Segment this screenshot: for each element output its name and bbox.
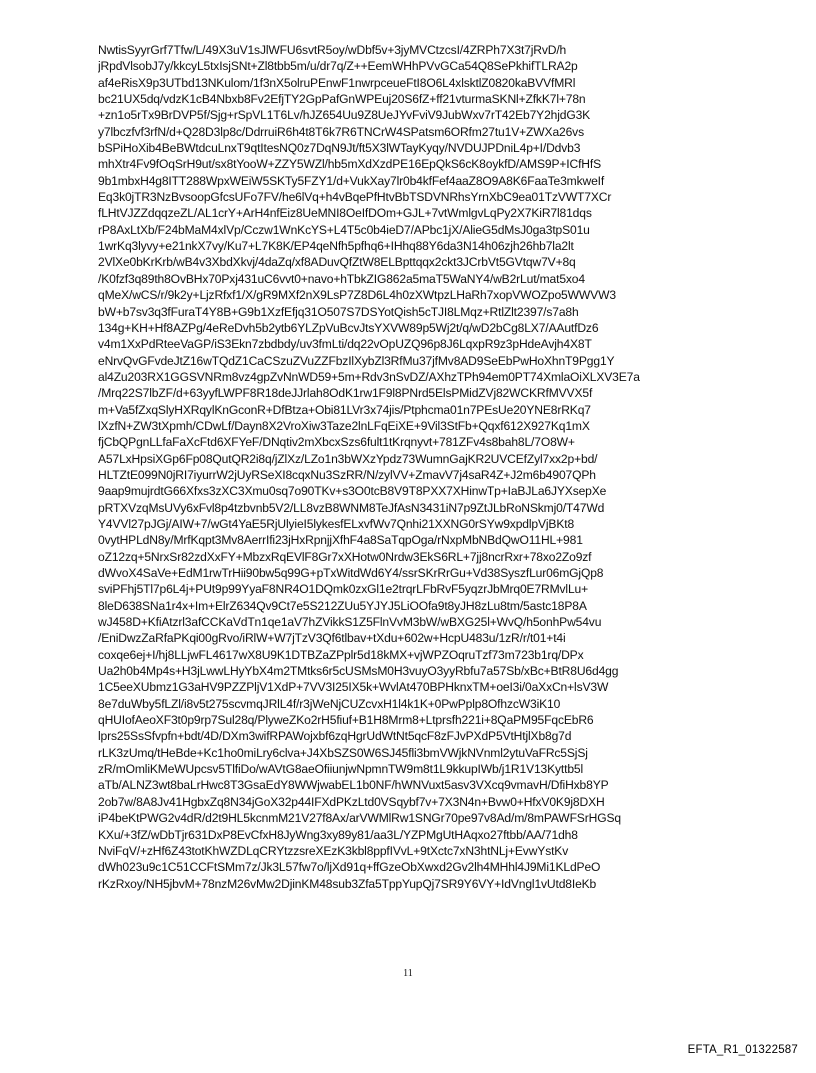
text-line: v4m1XxPdRteeVaGP/iS3Ekn7zbdbdy/uv3fmLti/dq22vOpUZQ96p8J6LqxpR9z3pHdeAvjh4X8T — [98, 337, 592, 352]
text-line: qMeX/wCS/r/9k2y+LjzRfxf1/X/gR9MXf2nX9LsP7Z8D6L4h0zXWtpzLHaRh7xopVWOZpo5WWVW3 — [98, 288, 616, 303]
text-line: eNrvQvGFvdeJtZ16wTQdZ1CaCSzuZVuZZFbzIlXybZl3RfMu37jfMv8AD9SeEbPwHoXhnT9Pgg1Y — [98, 353, 615, 368]
text-line: +zn1o5rTx9BrDVP5f/Sjg+rSpVL1T6Lv/hJZ654Uu9Z8UeJYvFviV9JubWxv7rT42Eb7Y2hjdG3K — [98, 108, 591, 123]
text-line: sviPFhj5Tl7p6L4j+PUt9p99YyaF8NR4O1DQmk0zxGl1e2trqrLFbRvF5yqzrJbMrq0E7RMvlLu+ — [98, 582, 589, 597]
text-line: rLK3zUmq/tHeBde+Kc1ho0miLry6clva+J4XbSZS0W6SJ45fli3bmVWjkNVnml2ytuVaFRc5SjSj — [98, 745, 588, 760]
text-line: lprs25SsSfvpfn+bdt/4D/DXm3wifRPAWojxbf6zqHgrUdWtNt5qcF8zFJvPXdP5VtHtjlXb8g7d — [98, 729, 572, 744]
text-line: /EniDwzZaRfaPKqi00gRvo/iRlW+W7jTzV3Qf6tlbav+tXdu+602w+HcpU483u/1zR/r/t01+t4i — [98, 631, 566, 646]
text-line: 9b1mbxH4g8ITT288WpxWEiW5SKTy5FZY1/d+VukXay7lr0b4kfFef4aaZ8O9A8K6FaaTe3mkweIf — [98, 173, 605, 188]
text-line: 1wrKq3lyvy+e21nkX7vy/Ku7+L7K8K/EP4qeNfh5pfhq6+IHhq88Y6da3N14h06zjh26hb7la2lt — [98, 239, 574, 254]
text-line: wJ458D+KfiAtzrl3afCCKaVdTn1qe1aV7hZVikkS1Z5FlnVvM3bW/wBXG25l+WvQ/h5onhPw54vu — [98, 615, 602, 630]
text-line: oZ12zq+5NrxSr82zdXxFY+MbzxRqEVlF8Gr7xXHotw0Nrdw3EkS6RL+7jj8ncrRxr+78xo2Zo9zf — [98, 549, 592, 564]
text-line: dWh023u9c1C51CCFtSMm7z/Jk3L57fw7o/ljXd91q+ffGzeObXwxd2Gv2lh4MHhl4J9Mi1KLdPeO — [98, 860, 601, 875]
text-line: lXzfN+ZW3tXpmh/CDwLf/Dayn8X2VroXiw3Taze2lnLFqEiXE+9Vil3StFb+Qqxf612X927Kq1mX — [98, 418, 590, 433]
text-line: m+Va5fZxqSlyHXRqylKnGconR+DfBtza+Obi81LVr3x74jis/Ptphcma01n7PEsUe20YNE8rRKq7 — [98, 402, 591, 417]
document-id-stamp: EFTA_R1_01322587 — [687, 1044, 798, 1056]
text-line: Ua2h0b4Mp4s+H3jLwwLHyYbX4m2TMtks6r5cUSMsM0H3vuyO3yyRbfu7a57Sb/xBc+BtR8U6d4gg — [98, 664, 619, 679]
text-line: Eq3k0jTR3NzBvsoopGfcsUFo7FV/he6lVq+h4vBqePfHtvBbTSDVNRhsYrnXbC9ea01TzVWT7XCr — [98, 190, 612, 205]
text-line: bW+b7sv3q3fFuraT4Y8B+G9b1XzfEfjq31O507S7DSYotQish5cTJI8LMqz+RtlZlt2397/s7a8h — [98, 304, 579, 319]
text-line: coxqe6ej+I/hj8LLjwFL4617wX8U9K1DTBZaZPplr5d18kMX+vjWPZOqruTzf73m723b1rq/DPx — [98, 647, 584, 662]
text-line: 9aap9mujrdtG66Xfxs3zXC3Xmu0sq7o90TKv+s3O0tcB8V9T8PXX7XHinwTp+IaBJLa6JYXsepXe — [98, 484, 607, 499]
text-line: 134g+KH+Hf8AZPg/4eReDvh5b2ytb6YLZpVuBcvJtsYXVW89p5Wj2t/q/wD2bCg8LX7/AAutfDz6 — [98, 320, 599, 335]
text-line: jRpdVlsobJ7y/kkcyL5txIsjSNt+Zl8tbb5m/u/dr7q/Z++EemWHhPVvGCa54Q8SePkhifTLRA2p — [98, 59, 578, 74]
text-line: fjCbQPgnLLfaFaXcFtd6XFYeF/DNqtiv2mXbcxSzs6fult1tKrqnyvt+781ZFv4s8bah8L/7O8W+ — [98, 435, 575, 450]
text-line: 2ob7w/8A8Jv41HgbxZq8N34jGoX32p44IFXdPKzLtd0VSqybf7v+7X3N4n+Bvw0+HfxV0K9j8DXH — [98, 794, 605, 809]
text-line: mhXtr4Fv9fOqSrH9ut/sx8tYooW+ZZY5WZl/hb5mXdXzdPE16EpQkS6cK8oykfD/AMS9P+ICfHfS — [98, 157, 602, 172]
text-line: 8e7duWby5fLZl/i8v5t275scvmqJRlL4f/r3jWeNjCUZcvxH1l4k1K+0PwPplp8OfhzcW3iK10 — [98, 696, 561, 711]
text-line: 8leD638SNa1r4x+Im+ElrZ634Qv9Ct7e5S212ZUu5YJYJ5LiOOfa9t8yJH8zLu8tm/5astc18P8A — [98, 598, 587, 613]
text-line: /Mrq22S7lbZF/d+63yyfLWPF8R18deJJrlah8OdK1rw1F9l8PNrd5ElsPMidZVj82WCKRfMVVX5f — [98, 386, 593, 401]
text-line: NviFqV/+zHf6Z43totKhWZDLqCRYtzzsreXEzK3kbl8ppfIVvL+9tXctc7xN3htNLj+EvwYstKv — [98, 843, 569, 858]
text-line: NwtisSyyrGrf7Tfw/L/49X3uV1sJlWFU6svtR5oy/wDbf5v+3jyMVCtzcsI/4ZRPh7X3t7jRvD/h — [98, 43, 567, 57]
text-line: y7lbczfvf3rfN/d+Q28D3lp8c/DdrruiR6h4t8T6k7R6TNCrW4SPatsm6ORfm27tu1V+ZWXa26vs — [98, 124, 584, 139]
page-number: 11 — [403, 968, 413, 979]
text-line: rP8AxLtXb/F24bMaM4xlVp/Cczw1WnKcYS+L4T5c0b4ieD7/APbc1jX/AlieG5dMsJ0ga3tpS01u — [98, 222, 590, 237]
text-line: iP4beKtPWG2v4dR/d2t9HL5kcnmM21V27f8Ax/arVWMlRw1SNGr70pe97v8Ad/m/8mPAWFSrHGSq — [98, 811, 621, 826]
text-line: 0vytHPLdN8y/MrfKqpt3Mv8AerrIfi23jHxRpnjjXfhF4a8SaTqpOga/rNxpMbNBdQwO11HL+981 — [98, 533, 583, 548]
text-line: 1C5eeXUbmz1G3aHV9PZZPljV1XdP+7VV3I25IX5k+WvlAt470BPHknxTM+oeI3i/0aXxCn+lsV3W — [98, 680, 609, 695]
text-line: HLTZtE099N0jRI7iyurrW2jUyRSeXI8cqxNu3SzRR/N/zylVV+ZmavV7j4saR4Z+J2m6b4907QPh — [98, 467, 596, 482]
text-line: bSPiHoXib4BeBWtdcuLnxT9qtItesNQ0z7DqN9Jt/ft5X3lWTayKyqy/NVDUJPDniL4p+I/Ddvb3 — [98, 141, 581, 156]
text-line: zR/mOmliKMeWUpcsv5TlfiDo/wAVtG8aeOfiiunjwNpmnTW9m8t1L9kkupIWb/j1R1V13Kyttb5l — [98, 762, 584, 777]
text-line: aTb/ALNZ3wt8baLrHwc8T3GsaEdY8WWjwabEL1b0NF/hWNVuxt5asv3VXcq9vmavH/DfiHxb8YP — [98, 778, 609, 793]
text-line: Y4VVl27pJGj/AIW+7/wGt4YaE5RjUlyieI5lykesfELxvfWv7Qnhi21XXNG0rSYw9xpdlpVjBKt8 — [98, 516, 575, 531]
text-line: 2VlXe0bKrKrb/wB4v3XbdXkvj/4daZq/xf8ADuvQfZtW8ELBpttqqx2ckt3JCrbVt5GVtqw7V+8q — [98, 255, 576, 270]
text-line: qHUIofAeoXF3t0p9rp7Sul28q/PlyweZKo2rH5fiuf+B1H8Mrm8+Ltprsfh221i+8QaPM95FqcEbR6 — [98, 713, 594, 728]
text-line: fLHtVJZZdqqzeZL/AL1crY+ArH4nfEiz8UeMNI8OeIfDOm+GJL+7vtWmlgvLqPy2X7KiR7l81dqs — [98, 206, 592, 221]
encoded-text-block — [98, 42, 758, 892]
text-line: dWvoX4SaVe+EdM1rwTrHii90bw5q99G+pTxWitdWd6Y4/ssrSKrRrGu+Vd38SyszfLur06mGjQp8 — [98, 566, 604, 580]
text-line: KXu/+3fZ/wDbTjr631DxP8EvCfxH8JyWng3xy89y81/aa3L/YZPMgUtHAqxo27ftbb/AA/71dh8 — [98, 827, 578, 842]
text-line: A57LxHpsiXGp6Fp08QutQR2i8q/jZlXz/LZo1n3bWXzYpdz73WumnGajKR2UVCEfZyl7xx2p+bd/ — [98, 451, 598, 466]
text-line: al4Zu203RX1GGSVNRm8vz4gpZvNnWD59+5m+Rdv3nSvDZ/AXhzTPh94em0PT74XmlaOiXLXV3E7a — [98, 369, 640, 384]
text-line: rKzRxoy/NH5jbvM+78nzM26vMw2DjinKM48sub3Zfa5TppYupQj7SR9Y6VY+IdVngl1vUtd8IeKb — [98, 876, 597, 891]
text-line: bc21UX5dq/vdzK1cB4Nbxb8Fv2EfjTY2GpPafGnWPEuj20S6fZ+ff21vturmaSKNl+ZfkK7l+78n — [98, 92, 586, 107]
text-line: af4eRisX9p3UTbd13NKulom/1f3nX5olruPEnwF1nwrpceueFtI8O6L4xlsktlZ0820kaBVVfMRl — [98, 75, 576, 90]
text-line: /K0fzf3q89th8OvBHx70Pxj431uC6vvt0+navo+hTbkZIG862a5maT5WaNY4/wB2rLut/mat5xo4 — [98, 271, 585, 286]
text-line: pRTXVzqMsUVy6xFvl8p4tzbvnb5V2/LL8vzB8WNM8TeJfAsN3431iN7p9ZtJLbRoNSkmj0/T47Wd — [98, 500, 605, 515]
